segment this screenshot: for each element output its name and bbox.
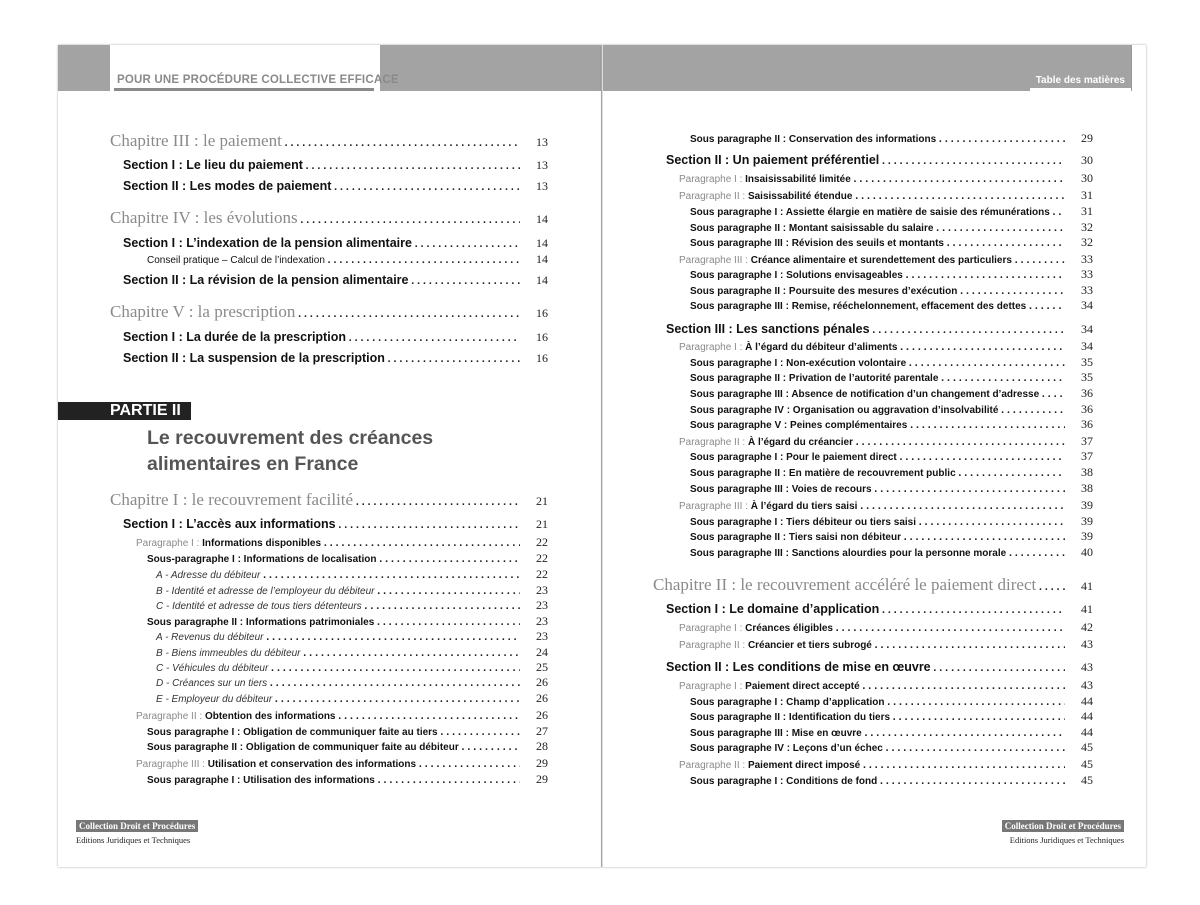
page-number: 34	[1081, 298, 1093, 312]
paragraph-label: Paragraphe II :	[679, 640, 748, 651]
toc-entry-sp	[690, 129, 1093, 147]
entry-title: Sous paragraphe III : Révision des seuils et montants	[690, 238, 944, 249]
page-number: 36	[1081, 386, 1093, 400]
entry-title: Section III : Les sanctions pénales	[666, 322, 870, 336]
leader-dots	[297, 304, 520, 322]
leader-dots	[879, 771, 1065, 789]
entry-title: Section I : Le lieu du paiement	[123, 158, 303, 172]
page-number: 45	[1081, 757, 1093, 771]
page-number: 26	[536, 675, 548, 689]
entry-title: Section II : La suspension de la prescription	[123, 351, 385, 365]
entry-title: Sous paragraphe I : Solutions envisageables	[690, 270, 903, 281]
entry-title: Section II : La révision de la pension alimentaire	[123, 273, 409, 287]
entry-title: Sous paragraphe I : Conditions de fond	[690, 776, 878, 787]
entry-title	[679, 681, 860, 692]
page-number: 23	[536, 583, 548, 597]
toc-entry-sp	[690, 771, 1093, 789]
paragraph-title: Paiement direct accepté	[745, 681, 860, 692]
page-number: 29	[536, 772, 548, 786]
paragraph-title: À l’égard du créancier	[747, 437, 853, 448]
entry-title: B - Identité et adresse de l’employeur du débiteur	[156, 586, 375, 597]
page-number: 35	[1081, 370, 1093, 384]
page-number: 31	[1081, 188, 1093, 202]
toc-entry-ch	[110, 302, 548, 322]
page-number: 43	[1081, 637, 1093, 651]
toc-entry-sec	[666, 658, 1093, 676]
entry-title: Sous paragraphe II : Privation de l’autorité parentale	[690, 373, 939, 384]
paragraph-title: Utilisation et conservation des informations	[207, 759, 417, 770]
page-number: 29	[536, 756, 548, 770]
toc-entry-sp	[690, 296, 1093, 314]
entry-title: Chapitre III : le paiement	[110, 131, 282, 150]
entry-title: Sous paragraphe V : Peines complémentaires	[690, 420, 908, 431]
entry-title: Sous paragraphe II : Obligation de communiquer faite au débiteur	[147, 742, 459, 753]
entry-title: Conseil pratique – Calcul de l’indexation	[147, 255, 325, 266]
toc-entry-sp	[690, 415, 1093, 433]
leader-dots	[327, 250, 520, 268]
leader-dots	[461, 737, 520, 755]
paragraph-title: Paiement direct imposé	[747, 760, 861, 771]
page-number: 39	[1081, 514, 1093, 528]
entry-title: Sous paragraphe III : Mise en œuvre	[690, 728, 862, 739]
entry-title	[136, 759, 416, 770]
leader-dots	[938, 129, 1065, 147]
entry-title: Section I : La durée de la prescription	[123, 330, 346, 344]
leader-dots	[348, 328, 520, 346]
running-header	[110, 45, 399, 91]
entry-title	[136, 538, 321, 549]
toc-entry-sp	[147, 770, 548, 788]
entry-title: Sous paragraphe IV : Leçons d’un échec	[690, 743, 883, 754]
page-number: 21	[536, 517, 548, 531]
leader-dots	[284, 133, 520, 151]
toc-entry-sec	[123, 349, 548, 367]
toc-entry-sp	[690, 233, 1093, 251]
entry-title: A - Revenus du débiteur	[156, 632, 264, 643]
entry-title	[679, 191, 852, 202]
page-number: 27	[536, 724, 548, 738]
page-number: 40	[1081, 545, 1093, 559]
paragraph-label: Paragraphe I :	[679, 681, 746, 692]
right-page	[602, 45, 1146, 867]
page-number: 36	[1081, 402, 1093, 416]
page-number: 14	[536, 236, 548, 250]
entry-title: Sous paragraphe II : Informations patrimoniales	[147, 617, 375, 628]
page-number: 24	[536, 645, 548, 659]
paragraph-label: Paragraphe II :	[679, 437, 748, 448]
page-number: 44	[1081, 709, 1093, 723]
page-number: 22	[536, 567, 548, 581]
footer-editor: Editions Juridiques et Techniques	[1009, 835, 1124, 845]
page-number: 37	[1081, 434, 1093, 448]
footer-collection: Collection Droit et Procédures	[76, 820, 198, 832]
toc-entry-sec	[123, 515, 548, 533]
leader-dots	[1008, 543, 1065, 561]
footer	[1002, 816, 1124, 845]
toc-entry-par	[679, 169, 1093, 187]
entry-title: Sous paragraphe II : Tiers saisi non débiteur	[690, 532, 901, 543]
paragraph-title: Créancier et tiers subrogé	[747, 640, 872, 651]
entry-title: Chapitre IV : les évolutions	[110, 208, 298, 227]
paragraph-label: Paragraphe II :	[136, 711, 205, 722]
paragraph-label: Paragraphe I :	[136, 538, 203, 549]
entry-title	[679, 623, 833, 634]
entry-title: Sous paragraphe II : Conservation des informations	[690, 134, 937, 145]
page-number: 25	[536, 660, 548, 674]
running-header-text: Table des matières	[1035, 75, 1125, 86]
entry-title	[679, 760, 860, 771]
page-number: 13	[536, 135, 548, 149]
footer-collection: Collection Droit et Procédures	[1002, 820, 1124, 832]
toc-entry-par	[679, 618, 1093, 636]
leader-dots	[835, 618, 1065, 636]
page-number: 33	[1081, 267, 1093, 281]
page-number: 16	[536, 351, 548, 365]
entry-title: Section II : Les modes de paiement	[123, 179, 332, 193]
leader-dots	[881, 151, 1065, 169]
entry-title: Chapitre V : la prescription	[110, 302, 296, 321]
leader-dots	[355, 492, 520, 510]
page-number: 26	[536, 691, 548, 705]
toc-entry-sec	[123, 156, 548, 174]
toc-entry-sp	[690, 543, 1093, 561]
paragraph-title: Créances éligibles	[745, 623, 833, 634]
entry-title: Chapitre II : le recouvrement accéléré le paiement direct	[653, 575, 1037, 594]
entry-title: Sous paragraphe III : Absence de notification d’un changement d’adresse	[690, 389, 1040, 400]
page-number: 16	[536, 306, 548, 320]
leader-dots	[338, 515, 520, 533]
entry-title: Sous paragraphe III : Remise, rééchelonnement, effacement des dettes	[690, 301, 1027, 312]
leader-dots	[411, 271, 521, 289]
entry-title: Sous paragraphe I : Pour le paiement direct	[690, 452, 897, 463]
entry-title: Sous paragraphe II : Identification du tiers	[690, 712, 891, 723]
leader-dots	[1038, 577, 1065, 595]
entry-title: C - Véhicules du débiteur	[156, 663, 269, 674]
page-number: 31	[1081, 204, 1093, 218]
page-number: 36	[1081, 417, 1093, 431]
page-number: 43	[1081, 660, 1093, 674]
running-header	[1030, 45, 1131, 91]
page-number: 26	[536, 708, 548, 722]
partie-title	[147, 425, 433, 477]
page-number: 44	[1081, 694, 1093, 708]
toc-entry-sp	[147, 737, 548, 755]
page-number: 38	[1081, 481, 1093, 495]
toc-entry-ch	[653, 575, 1093, 595]
entry-title: Sous paragraphe III : Voies de recours	[690, 484, 872, 495]
toc-entry-sec	[666, 151, 1093, 169]
toc-entry-sp	[690, 479, 1093, 497]
entry-title: Sous paragraphe I : Obligation de communiquer faite au tiers	[147, 727, 438, 738]
page-number: 42	[1081, 620, 1093, 634]
entry-title	[679, 342, 897, 353]
paragraph-title: Informations disponibles	[202, 538, 322, 549]
toc-entry-ch	[110, 208, 548, 228]
paragraph-label: Paragraphe I :	[679, 174, 746, 185]
page-number: 30	[1081, 153, 1093, 167]
page-number: 21	[536, 494, 548, 508]
leader-dots	[274, 689, 520, 707]
toc-entry-par	[679, 635, 1093, 653]
leader-dots	[885, 738, 1065, 756]
entry-title: Chapitre I : le recouvrement facilité	[110, 490, 354, 509]
page-number: 32	[1081, 220, 1093, 234]
entry-title: Sous paragraphe I : Tiers débiteur ou tiers saisi	[690, 517, 916, 528]
paragraph-title: Obtention des informations	[204, 711, 336, 722]
page-number: 14	[536, 252, 548, 266]
toc-entry-it	[156, 689, 548, 707]
paragraph-label: Paragraphe III :	[679, 501, 751, 512]
entry-title: D - Créances sur un tiers	[156, 678, 268, 689]
toc-entry-ch	[110, 131, 548, 151]
entry-title: C - Identité et adresse de tous tiers détenteurs	[156, 601, 362, 612]
leader-dots	[933, 658, 1065, 676]
entry-title	[679, 501, 857, 512]
paragraph-label: Paragraphe III :	[136, 759, 208, 770]
page-number: 33	[1081, 283, 1093, 297]
page-number: 16	[536, 330, 548, 344]
paragraph-label: Paragraphe II :	[679, 191, 748, 202]
page-number: 44	[1081, 725, 1093, 739]
paragraph-title: Saisissabilité étendue	[747, 191, 853, 202]
toc-entry-sec	[123, 328, 548, 346]
entry-title: Sous paragraphe II : Poursuite des mesures d’exécution	[690, 286, 958, 297]
page-number: 45	[1081, 740, 1093, 754]
entry-title: Sous paragraphe I : Assiette élargie en matière de saisie des rémunérations	[690, 207, 1050, 218]
paragraph-title: Créance alimentaire et surendettement des particuliers	[750, 255, 1012, 266]
entry-title	[679, 640, 872, 651]
entry-title: Sous paragraphe I : Champ d’application	[690, 697, 885, 708]
page-number: 23	[536, 598, 548, 612]
toc-entry-sec	[123, 271, 548, 289]
left-page	[58, 45, 602, 867]
page-number: 13	[536, 158, 548, 172]
entry-title: Sous paragraphe III : Sanctions alourdies pour la personne morale	[690, 548, 1007, 559]
entry-title: Sous-paragraphe I : Informations de localisation	[147, 554, 377, 565]
toc-entry-sp	[690, 738, 1093, 756]
leader-dots	[909, 415, 1065, 433]
leader-dots	[387, 349, 520, 367]
page-number: 32	[1081, 235, 1093, 249]
page-number: 30	[1081, 171, 1093, 185]
entry-title	[679, 174, 851, 185]
running-header-text: POUR UNE PROCÉDURE COLLECTIVE EFFICACE	[117, 74, 399, 86]
page-number: 22	[536, 535, 548, 549]
leader-dots	[305, 156, 520, 174]
leader-dots	[853, 169, 1065, 187]
leader-dots	[872, 320, 1065, 338]
paragraph-title: À l’égard du débiteur d’aliments	[745, 342, 898, 353]
page-number: 14	[536, 212, 548, 226]
toc-entry-sec	[123, 177, 548, 195]
entry-title: Sous paragraphe I : Utilisation des informations	[147, 775, 375, 786]
page-number: 29	[1081, 131, 1093, 145]
page-number: 39	[1081, 498, 1093, 512]
page-number: 22	[536, 551, 548, 565]
entry-title: Section I : L’accès aux informations	[123, 517, 336, 531]
paragraph-label: Paragraphe II :	[679, 760, 748, 771]
leader-dots	[946, 233, 1065, 251]
entry-title: A - Adresse du débiteur	[156, 570, 261, 581]
entry-title	[136, 711, 336, 722]
page-number: 23	[536, 629, 548, 643]
footer-editor: Editions Juridiques et Techniques	[76, 835, 191, 845]
page-number: 38	[1081, 465, 1093, 479]
page-number: 34	[1081, 322, 1093, 336]
leader-dots	[1028, 296, 1065, 314]
page-number: 13	[536, 179, 548, 193]
paragraph-label: Paragraphe III :	[679, 255, 751, 266]
entry-title: Sous paragraphe II : En matière de recouvrement public	[690, 468, 956, 479]
paragraph-title: À l’égard du tiers saisi	[750, 501, 858, 512]
entry-title: Sous paragraphe IV : Organisation ou aggravation d’insolvabilité	[690, 405, 999, 416]
page-number: 41	[1081, 602, 1093, 616]
page-number: 33	[1081, 252, 1093, 266]
leader-dots	[874, 479, 1065, 497]
leader-dots	[333, 177, 520, 195]
page-number: 45	[1081, 773, 1093, 787]
entry-title: Section II : Les conditions de mise en œuvre	[666, 660, 931, 674]
partie-label: PARTIE II	[58, 402, 191, 420]
toc-entry-sec	[666, 320, 1093, 338]
partie-title-line-2: alimentaires en France	[147, 453, 359, 475]
entry-title: Section I : Le domaine d’application	[666, 602, 880, 616]
toc-entry-ch	[110, 490, 548, 510]
partie-title-line-1: Le recouvrement des créances	[147, 427, 434, 449]
entry-title: Section II : Un paiement préférentiel	[666, 153, 880, 167]
leader-dots	[377, 770, 520, 788]
page-number: 39	[1081, 529, 1093, 543]
paragraph-label: Paragraphe I :	[679, 623, 746, 634]
page-number: 34	[1081, 339, 1093, 353]
leader-dots	[300, 210, 520, 228]
entry-title: Sous paragraphe II : Montant saisissable du salaire	[690, 223, 934, 234]
page-number: 28	[536, 739, 548, 753]
page-number: 41	[1081, 579, 1093, 593]
entry-title: E - Employeur du débiteur	[156, 694, 273, 705]
leader-dots	[874, 635, 1065, 653]
page-number: 37	[1081, 449, 1093, 463]
entry-title: Section I : L’indexation de la pension alimentaire	[123, 236, 412, 250]
paragraph-label: Paragraphe I :	[679, 342, 746, 353]
page-number: 14	[536, 273, 548, 287]
footer	[76, 816, 198, 845]
toc-entry-cp	[147, 250, 548, 268]
page-number: 35	[1081, 355, 1093, 369]
entry-title: B - Biens immeubles du débiteur	[156, 648, 301, 659]
page-number: 23	[536, 614, 548, 628]
page-number: 43	[1081, 678, 1093, 692]
toc-entry-sec	[666, 600, 1093, 618]
entry-title: Sous paragraphe I : Non-exécution volontaire	[690, 358, 907, 369]
leader-dots	[881, 600, 1065, 618]
paragraph-title: Insaisissabilité limitée	[745, 174, 851, 185]
